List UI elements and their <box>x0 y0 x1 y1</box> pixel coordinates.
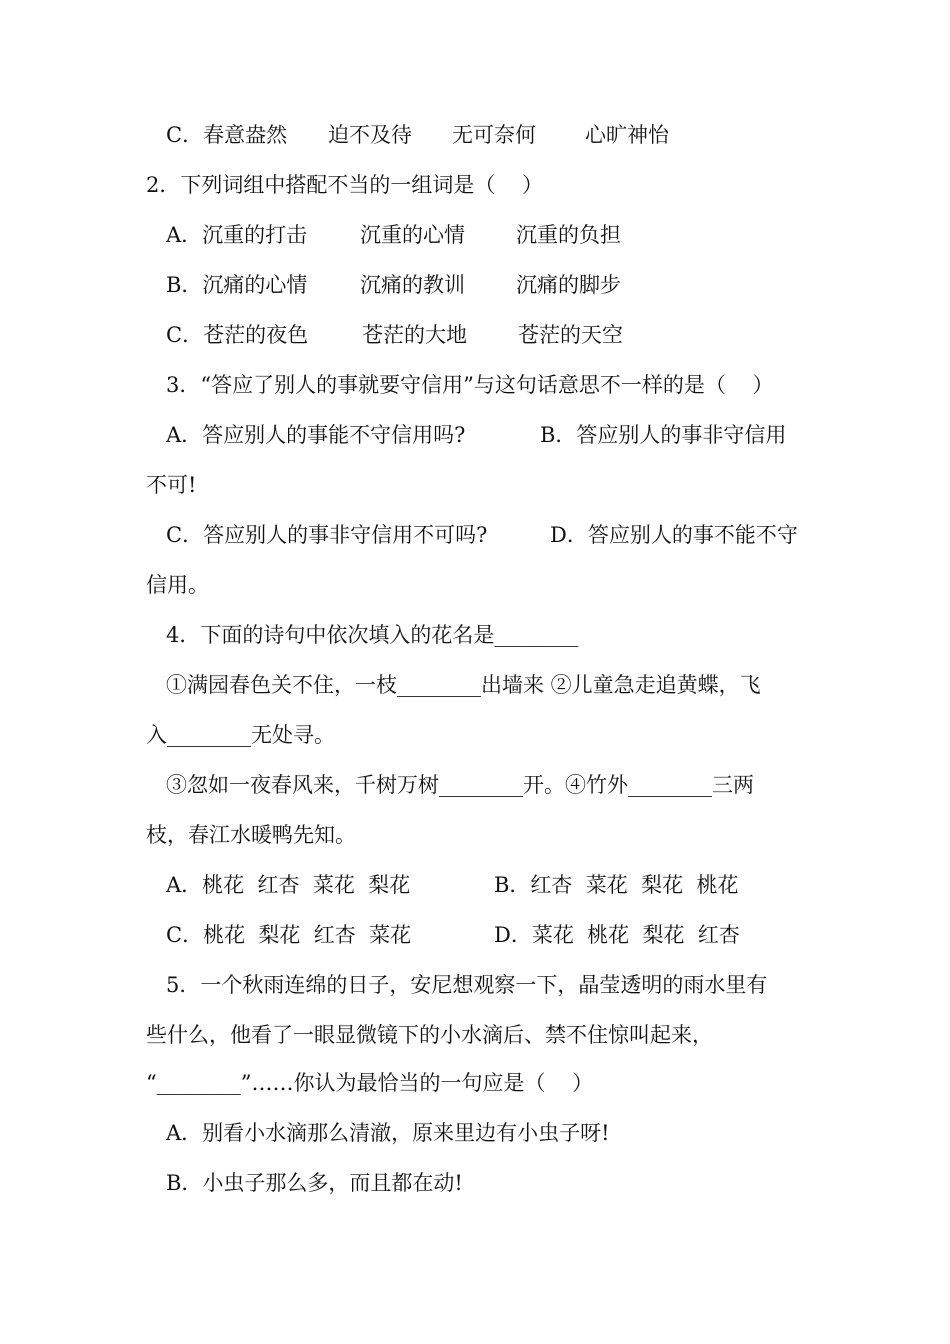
option-text: C．答应别人的事非守信用不可吗? <box>166 523 488 547</box>
question-text: 4．下面的诗句中依次填入的花名是________ <box>166 623 579 647</box>
option-text: 沉痛的脚步 <box>516 273 621 297</box>
option-text: C．苍茫的夜色 <box>166 323 309 347</box>
poem-text: ①满园春色关不住，一枝________出墙来 ②儿童急走追黄蝶，飞 <box>166 673 761 697</box>
option-text: 苍茫的天空 <box>518 323 623 347</box>
option-text: 无可奈何 <box>452 123 536 147</box>
option-text: 不可! <box>146 473 197 497</box>
option-text: 沉痛的教训 <box>360 273 465 297</box>
option-text: 心旷神怡 <box>585 123 669 147</box>
question-text: 3．“答应了别人的事就要守信用”与这句话意思不一样的是（ ） <box>166 373 774 397</box>
poem-text: ③忽如一夜春风来，千树万树________开。④竹外________三两 <box>166 773 754 797</box>
option-text: 苍茫的大地 <box>362 323 467 347</box>
option-text: 迫不及待 <box>328 123 412 147</box>
option-text: B．沉痛的心情 <box>166 273 308 297</box>
option-line <box>0 1168 950 1258</box>
option-text: D．答应别人的事不能不守 <box>550 523 798 547</box>
question-text: “________”……你认为最恰当的一句应是（ ） <box>146 1071 594 1095</box>
option-text: A．桃花 红杏 菜花 梨花 <box>166 873 411 897</box>
option-text: B．红杏 菜花 梨花 桃花 <box>494 873 739 897</box>
option-text: C．春意盎然 <box>166 123 288 147</box>
question-text: 5．一个秋雨连绵的日子，安尼想观察一下，晶莹透明的雨水里有 <box>166 973 768 997</box>
option-text: 沉重的心情 <box>360 223 465 247</box>
question-text: 2．下列词组中搭配不当的一组词是（ ） <box>146 173 544 197</box>
poem-text: 入________无处寻。 <box>146 723 335 747</box>
option-text: B．答应别人的事非守信用 <box>540 423 787 447</box>
option-text: B．小虫子那么多，而且都在动! <box>166 1171 463 1195</box>
option-text: D．菜花 桃花 梨花 红杏 <box>494 923 740 947</box>
option-text: A．答应别人的事能不守信用吗? <box>166 423 466 447</box>
option-text: A．沉重的打击 <box>166 223 308 247</box>
option-text: A．别看小水滴那么清澈，原来里边有小虫子呀! <box>166 1121 610 1145</box>
option-text: C．桃花 梨花 红杏 菜花 <box>166 923 412 947</box>
option-text: 信用。 <box>146 573 209 597</box>
question-text: 些什么，他看了一眼显微镜下的小水滴后、禁不住惊叫起来， <box>146 1023 713 1047</box>
option-text: 沉重的负担 <box>516 223 621 247</box>
poem-text: 枝，春江水暖鸭先知。 <box>146 823 356 847</box>
